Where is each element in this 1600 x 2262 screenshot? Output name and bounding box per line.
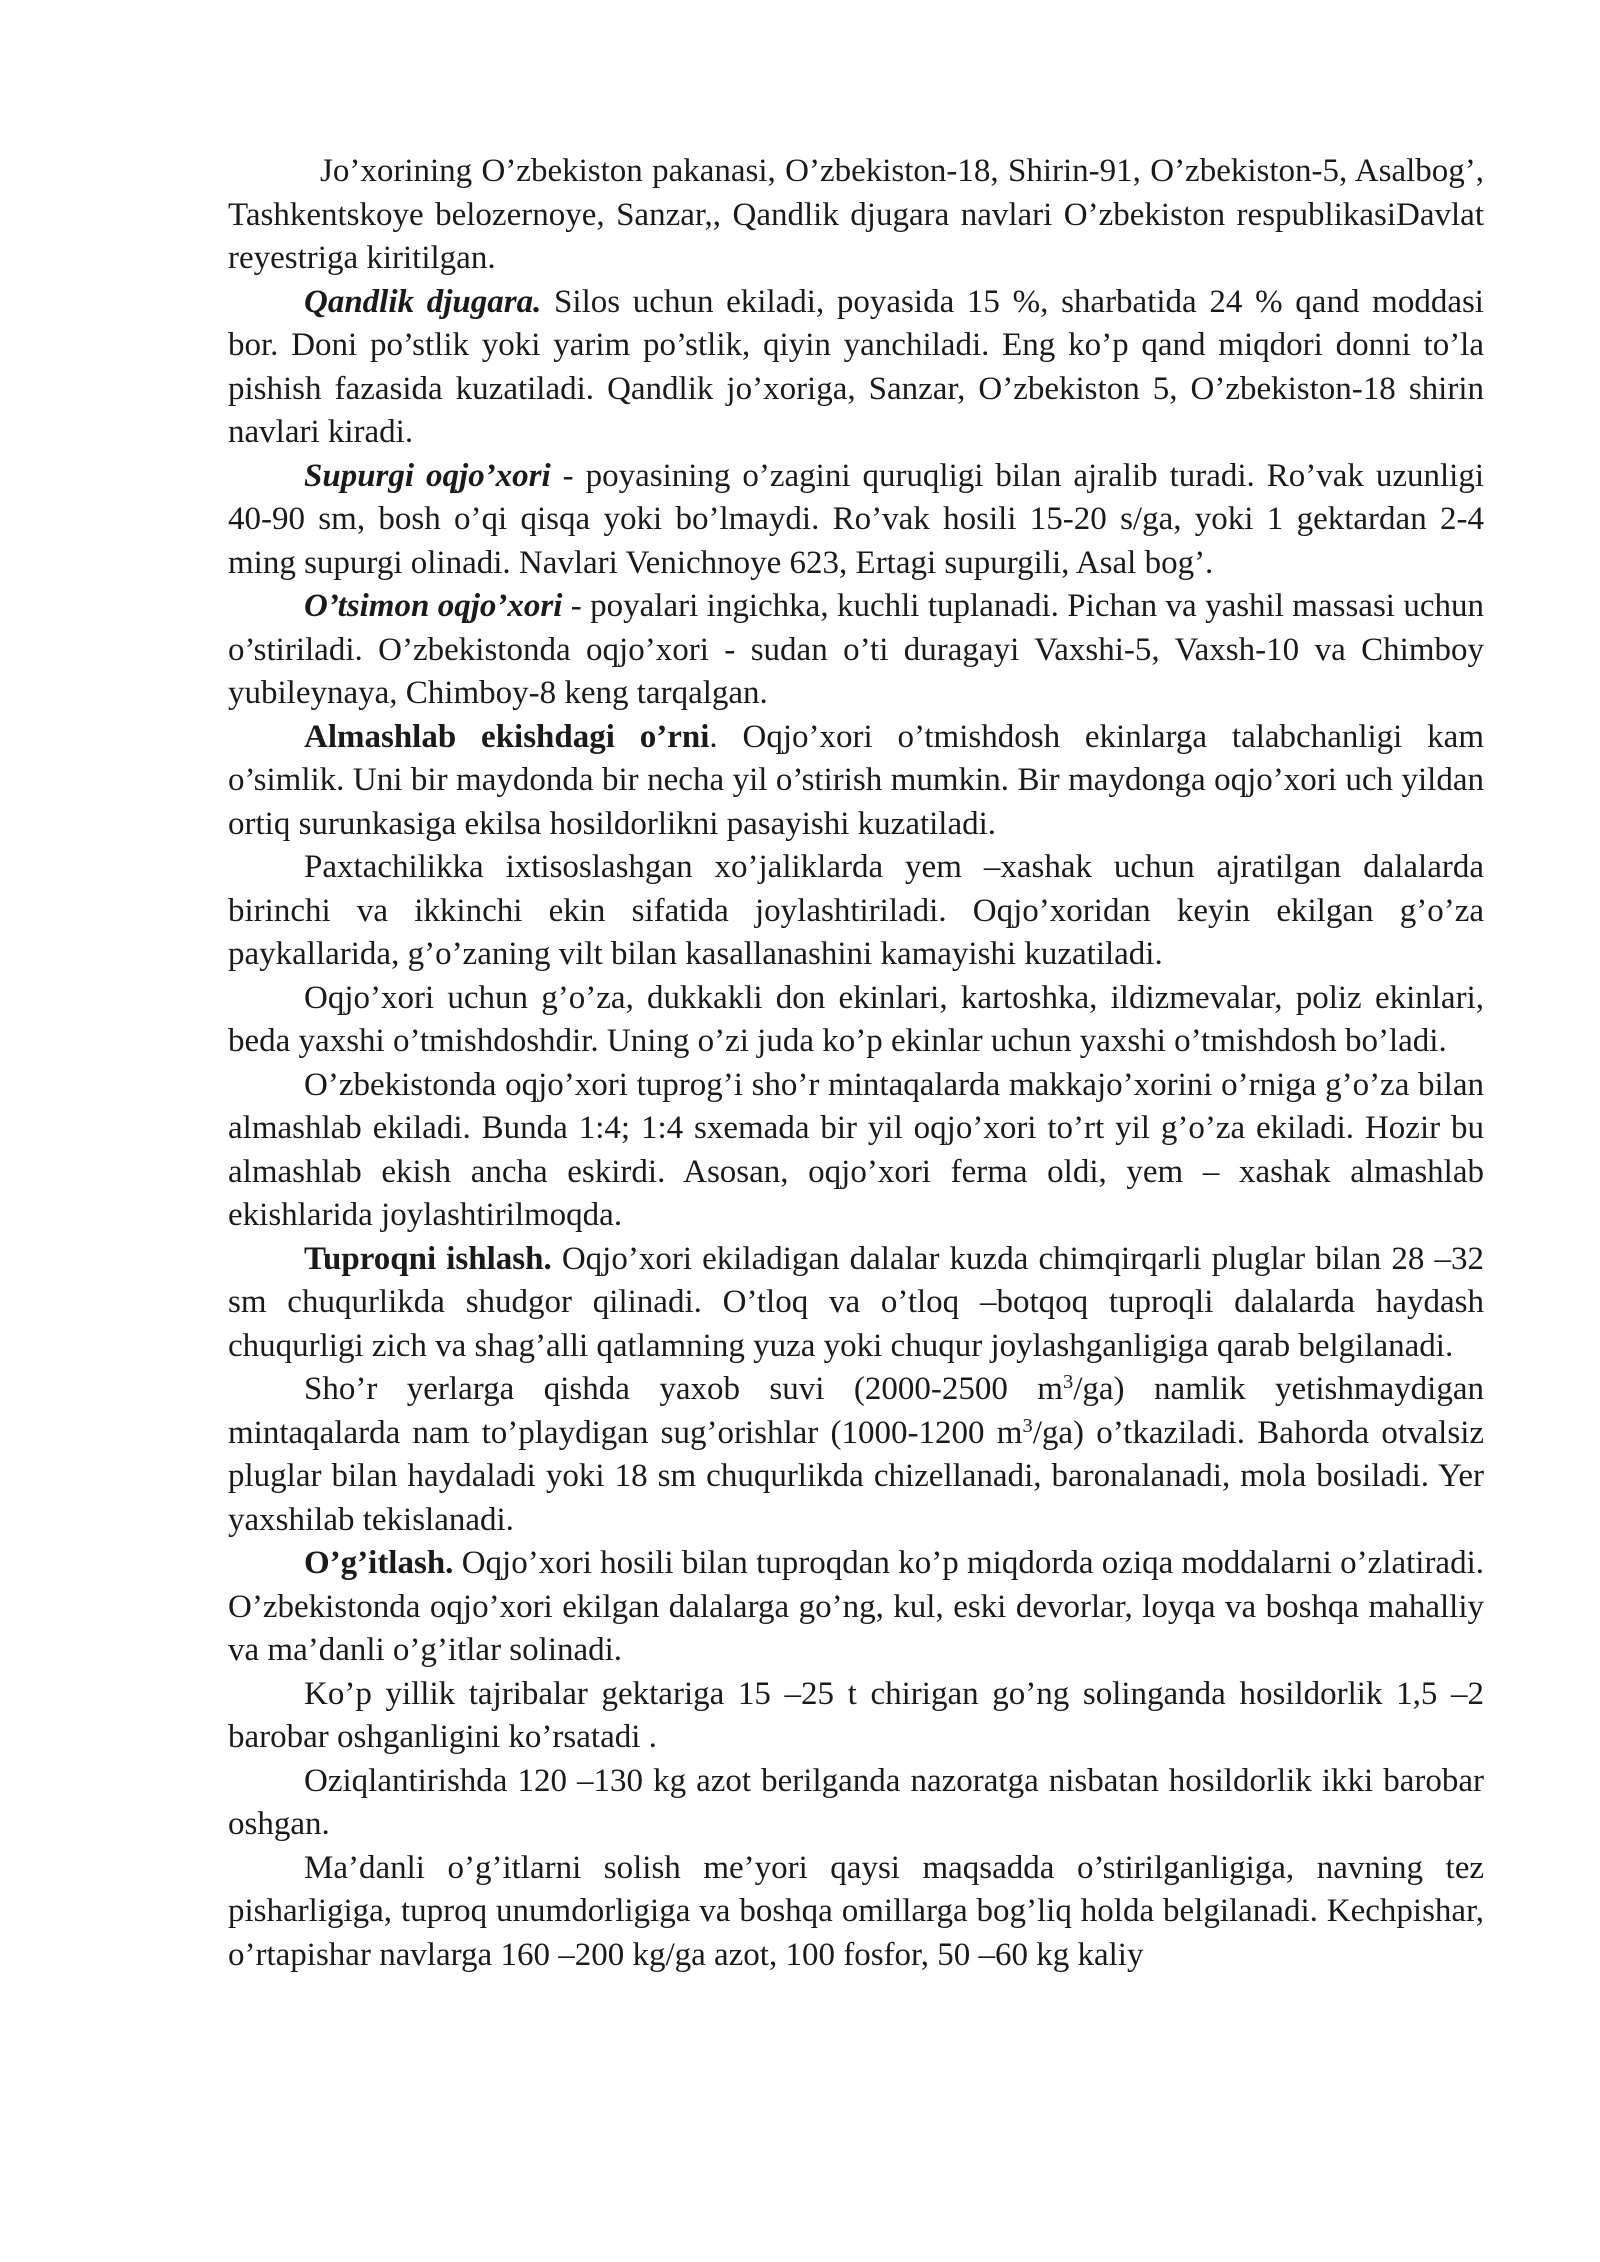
paragraph-term: O’g’itlash. [304,1545,454,1581]
paragraph-term: Tuproqni ishlash. [304,1240,552,1277]
paragraph-text: Oziqlantirishda 120 –130 kg azot berilganda nazoratga nisbatan hosildorlik ikki barobar oshgan. [228,1762,1484,1842]
paragraph-text: /ga) namlik yetishmaydigan mintaqalarda nam to’playdigan sug’orishlar (1000-1200 m [228,1371,1484,1451]
paragraph-text: - poyalari ingichka, kuchli tuplanadi. Pichan va yashil massasi uchun o’stiriladi. O’zbekistonda oqjo’xori - sudan o’ti duragayi Vaxshi-5, Vaxsh-10 va Chimboy yubileynaya, Chimboy-8 keng tarqalgan. [228,588,1484,711]
paragraph-text: - poyasining o’zagini quruqligi bilan ajralib turadi. Ro’vak uzunligi 40-90 sm, bosh o’qi qisqa yoki bo’lmaydi. Ro’vak hosili 15-20 s/ga, yoki 1 gektardan 2-4 ming supurgi olinadi. Navlari Venichnoye 623, Ertagi supurgili, Asal bog’. [228,457,1484,581]
paragraph-madanli-ogitlar [228,1847,1484,1978]
paragraph-almashlab-ekish [228,716,1484,847]
paragraph-term: Almashlab ekishdagi o’rni [304,718,710,755]
paragraph-otmishdosh [228,977,1484,1064]
paragraph-text: Oqjo’xori uchun g’o’za, dukkakli don ekinlari, kartoshka, ildizmevalar, poliz ekinlari, beda yaxshi o’tmishdoshdir. Uning o’zi juda ko’p ekinlar uchun yaxshi o’tmishdosh bo’ladi. [228,979,1484,1059]
paragraph-shor-mintaqalar [228,1064,1484,1238]
paragraph-intro [228,150,1484,281]
superscript: 3 [1062,1370,1074,1393]
paragraph-text: Oqjo’xori ekiladigan dalalar kuzda chimqirqarli pluglar bilan 28 –32 sm chuqurlikda shudgor qilinadi. O’tloq va o’tloq –botqoq tuproqli dalalarda haydash chuqurligi zich va shag’alli qatlamning yuza yoki chuqur joylashganligiga qarab belgilanadi. [228,1240,1484,1364]
paragraph-tuproqni-ishlash [228,1238,1484,1369]
paragraph-oziqlantirish [228,1760,1484,1847]
document-page [228,150,1484,1977]
paragraph-term: Qandlik djugara. [304,283,542,320]
paragraph-paxtachilik [228,846,1484,977]
paragraph-text: Ma’danli o’g’itlarni solish me’yori qaysi maqsadda o’stirilganligiga, navning tez pisharligiga, tuproq unumdorligiga va boshqa omillarga bog’liq holda belgilanadi. Kechpishar, o’rtapishar navlarga 160 –200 kg/ga azot, 100 fosfor, 50 –60 kg kaliy [228,1849,1484,1973]
paragraph-term: O’tsimon oqjo’xori [304,588,563,624]
paragraph-shor-yerlar [228,1368,1484,1542]
paragraph-text: Jo’xorining O’zbekiston pakanasi, O’zbekiston-18, Shirin-91, O’zbekiston-5, Asalbog’, Tashkentskoye belozernoye, Sanzar,, Qandlik djugara navlari O’zbekiston respublikasiDavlat reyestriga kiritilgan. [228,153,1484,276]
paragraph-text: Sho’r yerlarga qishda yaxob suvi (2000-2500 m [304,1371,1063,1407]
paragraph-qandlik-djugara [228,281,1484,455]
paragraph-text: Ko’p yillik tajribalar gektariga 15 –25 t chirigan go’ng solinganda hosildorlik 1,5 –2 barobar oshganligini ko’rsatadi . [228,1675,1484,1755]
paragraph-otsimon-oqjoxori [228,585,1484,716]
paragraph-text: Silos uchun ekiladi, poyasida 15 %, sharbatida 24 % qand moddasi bor. Doni po’stlik yoki yarim po’stlik, qiyin yanchiladi. Eng ko’p qand miqdori donni to’la pishish fazasida kuzatiladi. Qandlik jo’xoriga, Sanzar, O’zbekiston 5, O’zbekiston-18 shirin navlari kiradi. [228,283,1484,450]
paragraph-term: Supurgi oqjo’xori [304,457,551,494]
paragraph-text: Paxtachilikka ixtisoslashgan xo’jaliklarda yem –xashak uchun ajratilgan dalalarda birinchi va ikkinchi ekin sifatida joylashtiriladi. Oqjo’xoridan keyin ekilgan g’o’za paykallarida, g’o’zaning vilt bilan kasallanashini kamayishi kuzatiladi. [228,849,1484,972]
paragraph-text: /ga) o’tkaziladi. Bahorda otvalsiz pluglar bilan haydaladi yoki 18 sm chuqurlikda chizellanadi, baronalanadi, mola bosiladi. Yer yaxshilab tekislanadi. [228,1414,1485,1538]
paragraph-text: Oqjo’xori hosili bilan tuproqdan ko’p miqdorda oziqa moddalarni o’zlatiradi. O’zbekistonda oqjo’xori ekilgan dalalarga go’ng, kul, eski devorlar, loyqa va boshqa mahalliy va ma’danli o’g’itlar solinadi. [228,1545,1484,1668]
paragraph-tajribalar [228,1673,1484,1760]
paragraph-text: O’zbekistonda oqjo’xori tuprog’i sho’r mintaqalarda makkajo’xorini o’rniga g’o’za bilan almashlab ekiladi. Bunda 1:4; 1:4 sxemada bir yil oqjo’xori to’rt yil g’o’za ekiladi. Hozir bu almashlab ekish ancha eskirdi. Asosan, oqjo’xori ferma oldi, yem – xashak almashlab ekishlarida joylashtirilmoqda. [228,1066,1484,1233]
paragraph-text: . Oqjo’xori o’tmishdosh ekinlarga talabchanligi kam o’simlik. Uni bir maydonda bir necha yil o’stirish mumkin. Bir maydonga oqjo’xori uch yildan ortiq surunkasiga ekilsa hosildorlikni pasayishi kuzatiladi. [228,718,1484,842]
paragraph-ogitlash [228,1542,1484,1673]
paragraph-supurgi-oqjoxori [228,455,1484,586]
superscript: 3 [1022,1414,1033,1437]
